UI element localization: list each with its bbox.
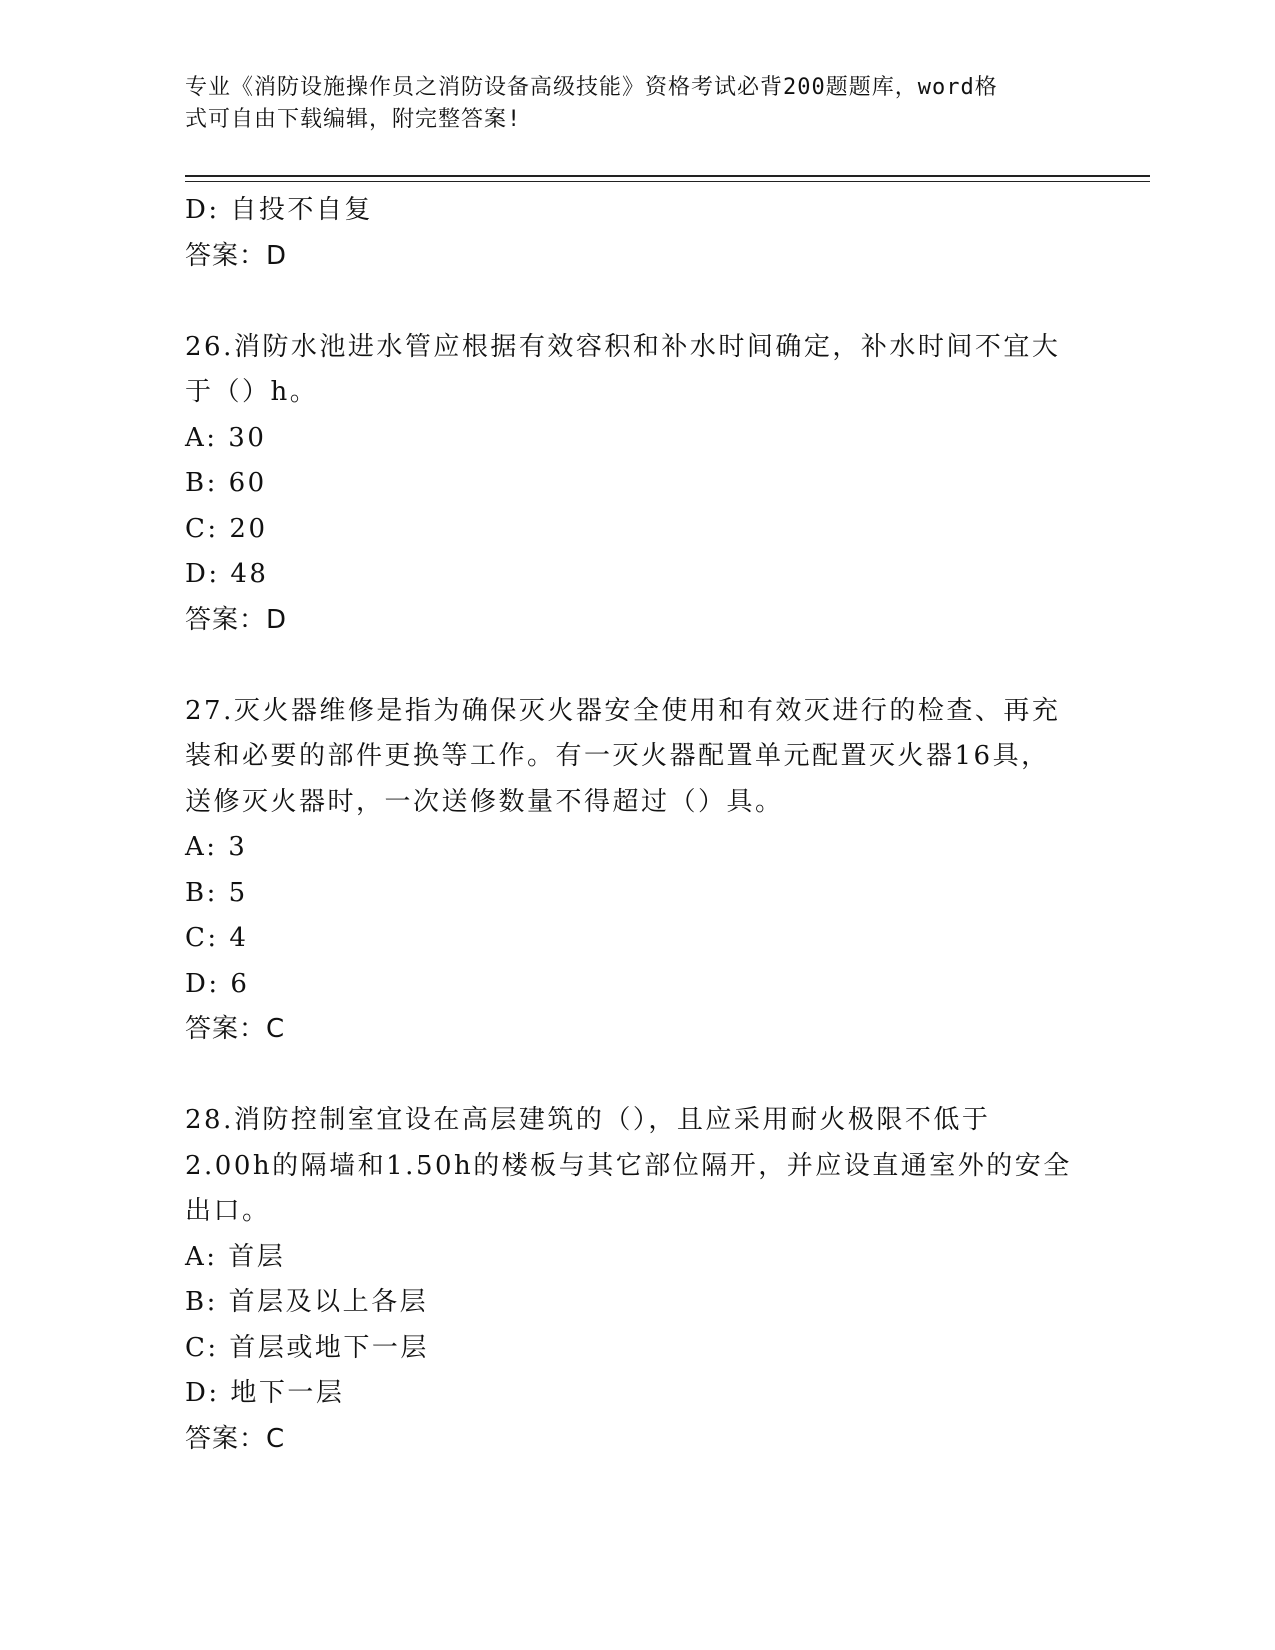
spacer [185, 1053, 1085, 1099]
option-c: C: 20 [185, 513, 268, 544]
header-line-1: 专业《消防设施操作员之消防设备高级技能》资格考试必背200题题库，word格 [185, 75, 998, 100]
option-b: B: 首层及以上各层 [185, 1287, 429, 1317]
question-stem-line: 装和必要的部件更换等工作。有一灭火器配置单元配置灭火器16具， [185, 741, 1050, 771]
question-28 [185, 1098, 1085, 1462]
answer-line: 答案：D [185, 604, 288, 635]
question-stem-line: 27.灭火器维修是指为确保灭火器安全使用和有效灭进行的检查、再充 [185, 695, 1061, 726]
option-b: B: 60 [185, 468, 267, 498]
answer-line: 答案：D [185, 240, 288, 271]
spacer [185, 643, 1085, 689]
question-stem-line: 于（）h。 [185, 377, 319, 407]
spacer [185, 279, 1085, 325]
carryover-block [185, 188, 1085, 279]
option-d: D: 48 [185, 559, 269, 589]
header-line-2: 式可自由下载编辑，附完整答案! [185, 107, 522, 132]
question-list [185, 188, 1085, 1462]
question-stem-line: 送修灭火器时，一次送修数量不得超过（）具。 [185, 786, 784, 817]
question-27 [185, 689, 1085, 1053]
option-d: D: 地下一层 [185, 1378, 345, 1408]
question-stem-line: 26.消防水池进水管应根据有效容积和补水时间确定，补水时间不宜大 [185, 331, 1061, 362]
option-c: C: 4 [185, 923, 249, 953]
answer-line: 答案：C [185, 1423, 286, 1454]
answer-line: 答案：C [185, 1014, 286, 1044]
header-divider-thin [185, 181, 1150, 182]
option-a: A: 首层 [185, 1241, 286, 1272]
question-26 [185, 325, 1085, 644]
question-stem-line: 2.00h的隔墙和1.50h的楼板与其它部位隔开，并应设直通室外的安全 [185, 1150, 1072, 1181]
option-c: C: 首层或地下一层 [185, 1332, 429, 1363]
option-d: D: 6 [185, 968, 250, 999]
document-header [185, 72, 1065, 136]
option-a: A: 3 [185, 832, 248, 862]
question-stem-line: 出口。 [185, 1196, 271, 1226]
question-stem-line: 28.消防控制室宜设在高层建筑的（），且应采用耐火极限不低于 [185, 1105, 991, 1135]
option-b: B: 5 [185, 877, 248, 908]
option-d: D: 自投不自复 [185, 195, 373, 225]
header-divider-thick [185, 175, 1150, 177]
option-a: A: 30 [185, 422, 267, 453]
